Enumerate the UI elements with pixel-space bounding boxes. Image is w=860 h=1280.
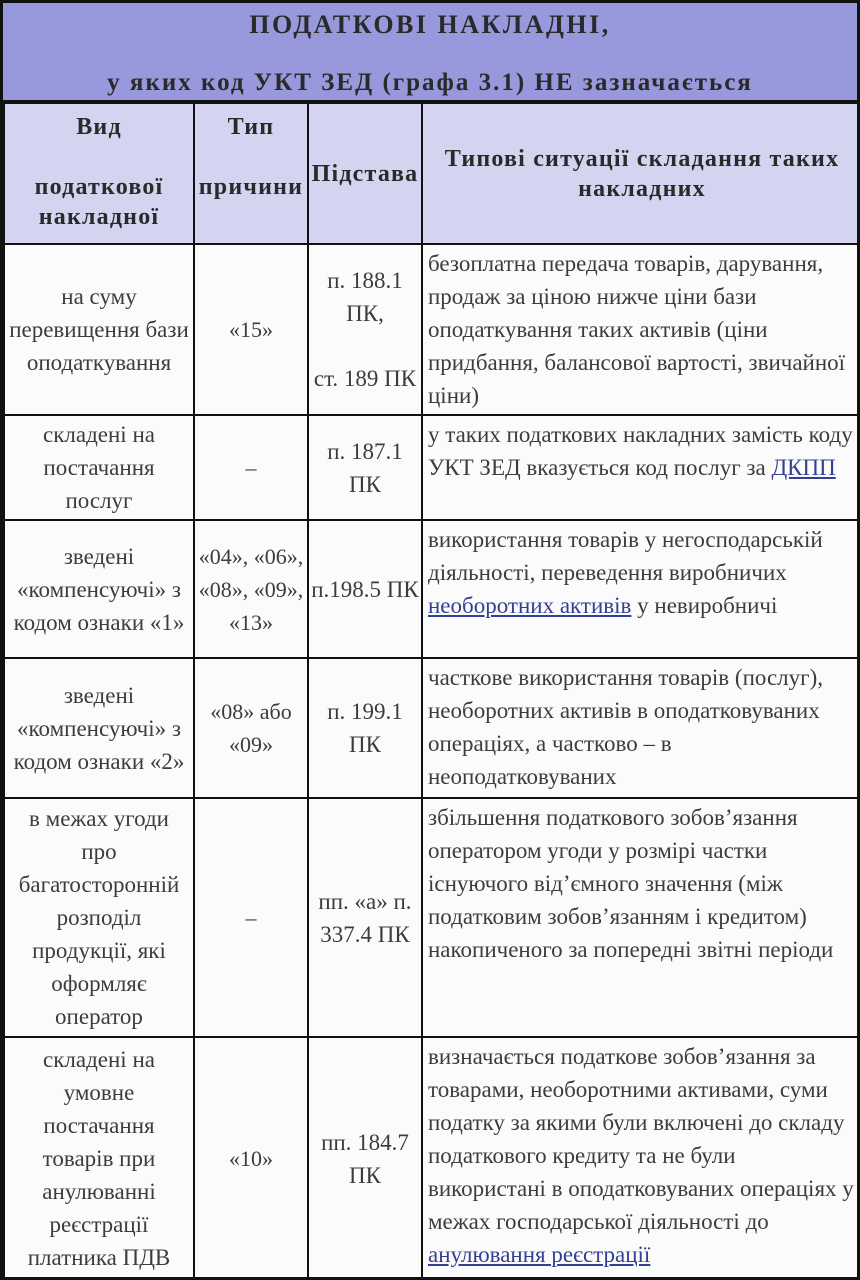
situation-cell [422, 415, 860, 520]
table-body [4, 244, 860, 1280]
header-label: Підстава [311, 160, 419, 187]
basis-cell [308, 658, 422, 798]
basis-cell [308, 244, 422, 415]
header-invoice-kind [4, 103, 194, 244]
situation-text: у невиробничі [631, 593, 778, 618]
header-reason-type [194, 103, 308, 244]
basis-line: п. 199.1 ПК [327, 699, 403, 757]
header-label: причини [198, 174, 304, 200]
reason-type-cell: «10» [194, 1037, 308, 1280]
situation-cell [422, 520, 860, 658]
header-label: Типові ситуації складання таких накладних [444, 145, 840, 202]
situation-text: збільшення податкового зобов’язання оператором угоди у розмірі частки існуючого від’ємного значення (між податковим зобов’язанням і кредитом) накопиченого за попередні звітні періоди [428, 805, 834, 962]
basis-cell [308, 415, 422, 520]
situation-text: безоплатна передача товарів, дарування, продаж за ціною нижче ціни бази оподаткування таких активів (ціни придбання, балансової вартості, звичайної ціни) [428, 251, 846, 408]
situation-cell [422, 798, 860, 1037]
table-row [4, 520, 860, 658]
header-label: Вид [76, 114, 122, 140]
situation-text: визначається податкове зобов’язання за товарами, необоротними активами, суми податку за якими були включені до складу податкового кредиту та не були використані в оподатковуваних операціях у межах господарської діяльності до [428, 1044, 854, 1234]
situation-text: використання товарів у негосподарській діяльності, переведення виробничих [428, 527, 823, 585]
situation-cell [422, 244, 860, 415]
header-typical-situations [422, 103, 860, 244]
situation-text: часткове використання товарів (послуг), необоротних активів в оподатковуваних операціях, а частково – в неоподатковуваних [428, 665, 823, 789]
basis-line: п. 187.1 ПК [327, 438, 403, 497]
situation-cell [422, 1037, 860, 1280]
header-basis [308, 103, 422, 244]
table-row [4, 658, 860, 798]
reason-type-cell: «08» або «09» [194, 658, 308, 798]
dkpp-link[interactable]: ДКПП [771, 455, 836, 480]
invoice-kind-cell: зведені «компенсуючі» з кодом ознаки «2» [4, 658, 194, 798]
basis-cell [308, 1037, 422, 1280]
invoice-kind-cell: зведені «компенсуючі» з кодом ознаки «1» [4, 520, 194, 658]
header-label: Тип [227, 114, 275, 140]
header-row [4, 103, 860, 244]
invoice-kind-cell: на суму перевищення бази оподаткування [4, 244, 194, 415]
situation-cell [422, 658, 860, 798]
table-row [4, 798, 860, 1037]
header-label: податкової накладної [34, 174, 164, 230]
non-current-assets-link[interactable]: необоротних активів [428, 593, 632, 618]
basis-line: п. 188.1 ПК, [327, 268, 403, 326]
basis-line: пп. «а» п. 337.4 ПК [318, 888, 412, 947]
registration-cancellation-link[interactable]: анулювання реєстрації [428, 1242, 651, 1267]
basis-cell [308, 520, 422, 658]
reason-type-cell: «04», «06», «08», «09», «13» [194, 520, 308, 658]
basis-line: п.198.5 ПК [311, 576, 419, 602]
reason-type-cell: «15» [194, 244, 308, 415]
basis-line: пп. 184.7 ПК [321, 1129, 409, 1188]
invoice-kind-cell: складені на постачання послуг [4, 415, 194, 520]
table-row [4, 1037, 860, 1280]
basis-line: ст. 189 ПК [313, 366, 417, 391]
basis-cell [308, 798, 422, 1037]
reason-type-cell: – [194, 798, 308, 1037]
invoice-kind-cell: складені на умовне постачання товарів при анулюванні реєстрації платника ПДВ [4, 1037, 194, 1280]
reason-type-cell: – [194, 415, 308, 520]
table-row [4, 415, 860, 520]
tax-invoices-table [3, 102, 860, 1280]
invoice-kind-cell: в межах угоди про багатосторонній розподіл продукції, які оформляє оператор [4, 798, 194, 1037]
situation-text: у таких податкових накладних замість коду УКТ ЗЕД вказується код послуг за [428, 422, 853, 480]
table-subtitle: у яких код УКТ ЗЕД (графа 3.1) НЕ зазначається [107, 69, 753, 96]
table-row [4, 244, 860, 415]
table-title: ПОДАТКОВІ НАКЛАДНІ, [249, 10, 611, 39]
table-title-band [3, 3, 857, 102]
